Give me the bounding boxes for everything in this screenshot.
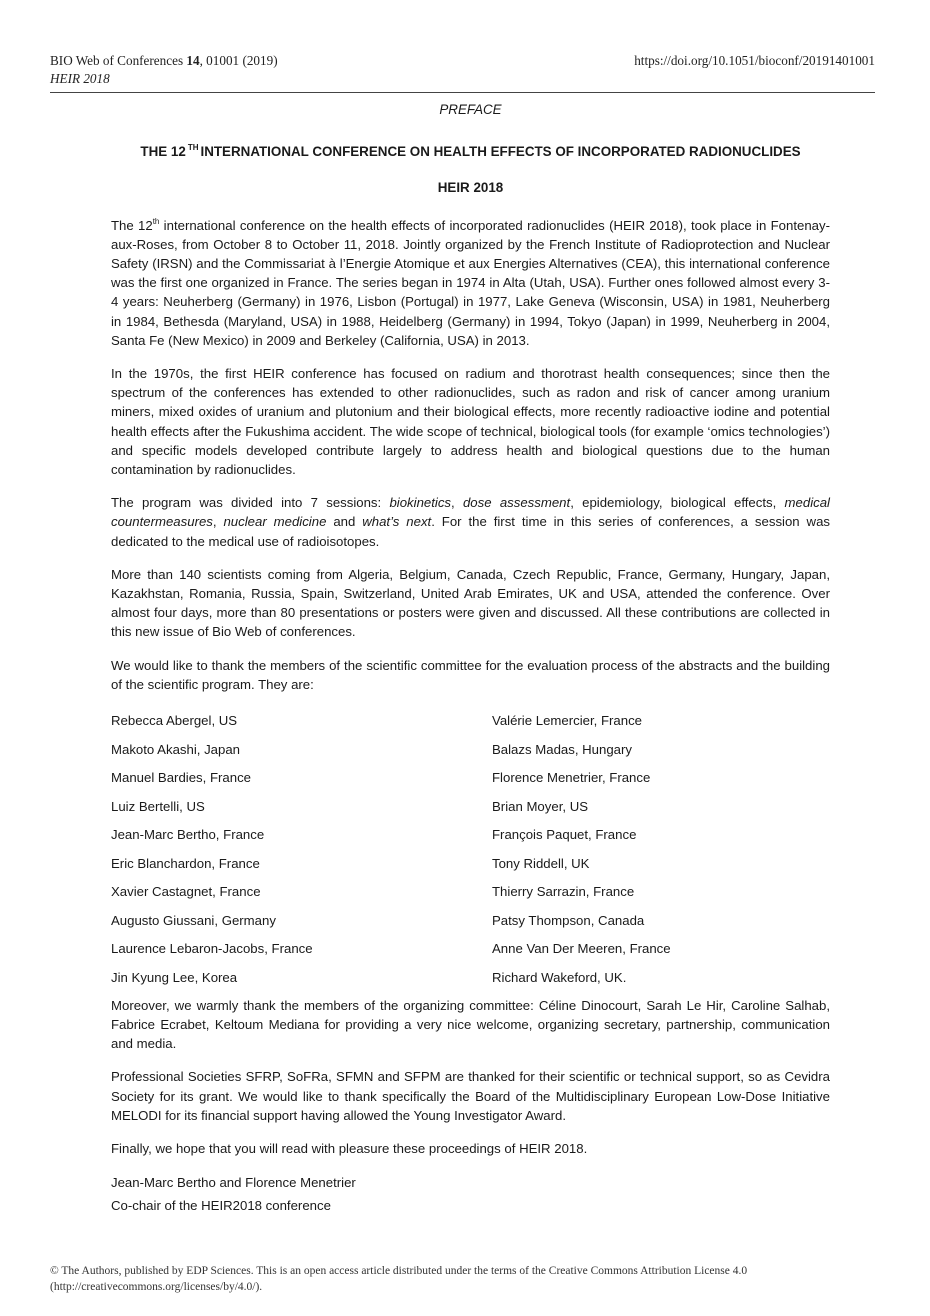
committee-member: Brian Moyer, US [492, 798, 589, 814]
scientific-committee-list [111, 711, 830, 987]
signature-block [111, 1173, 830, 1215]
event-name: HEIR 2018 [50, 71, 110, 86]
committee-member: Patsy Thompson, Canada [492, 912, 645, 928]
committee-member: Rebecca Abergel, US [111, 713, 238, 729]
history-paragraph: In the 1970s, the first HEIR conference has focused on radium and thorotrast health consequences; since then the spectrum of the conferences has extended to other radionuclides, such as radon and risk of cancer among uranium miners, mixed oxides of uranium and plutonium and their biological effects, more recently radioactive iodine and potential health effects after the Fukushima accident. The wide scope of technical, biological tools (for example ‘omics technologies’) and specific models developed contribute largely to address health and biological questions due to the human contamination by radionuclides. [111, 366, 830, 478]
journal-citation [50, 52, 278, 88]
program-conjunction: and [326, 514, 363, 530]
program-text-middle: , epidemiology, biological effects, [570, 495, 785, 511]
title-prefix: THE 12 [140, 144, 186, 160]
article-body [111, 97, 830, 1216]
committee-intro-paragraph: We would like to thank the members of the scientific committee for the evaluation process of the abstracts and the building of the scientific program. They are: [111, 657, 830, 692]
committee-member: Jean-Marc Bertho, France [111, 827, 265, 843]
committee-member: Laurence Lebaron-Jacobs, France [111, 941, 313, 957]
signatory-names: Jean-Marc Bertho and Florence Menetrier [111, 1175, 356, 1191]
section-label: PREFACE [439, 102, 502, 117]
intro-start: The 12 [111, 217, 153, 233]
doi-link[interactable]: https://doi.org/10.1051/bioconf/20191401001 [634, 53, 875, 68]
committee-member: Florence Menetrier, France [492, 770, 651, 786]
ordinal-superscript: th [152, 216, 160, 226]
intro-rest: international conference on the health effects of incorporated radionuclides (HEIR 2018), took place in Fontenay-aux-Roses, from October 8 to October 11, 2018. Jointly organized by the French Institute of Radioprotection and Nuclear Safety (IRSN) and the Commissariat à l’Energie Atomique et aux Energies Alternatives (CEA), this international conference was the first one organized in France. The series began in 1974 in Alta (Utah, USA). Further ones followed almost every 3-4 years: Neuherberg (Germany) in 1976, Lisbon (Portugal) in 1977, Lake Geneva (Wisconsin, USA) in 1981, Neuherberg in 1984, Bethesda (Maryland, USA) in 1988, Heidelberg (Germany) in 1994, Tokyo (Japan) in 1999, Neuherberg in 2004, Santa Fe (New Mexico) in 2009 and Berkeley (California, USA) in 2013. [111, 217, 830, 348]
license-url[interactable]: (http://creativecommons.org/licenses/by/4.0/). [50, 1281, 263, 1293]
session-medical-countermeasures: medical countermeasures [111, 495, 830, 530]
page-title [111, 138, 830, 161]
program-separator: , [212, 514, 224, 530]
committee-member: Tony Riddell, UK [492, 855, 590, 871]
committee-member: Richard Wakeford, UK. [492, 969, 627, 985]
committee-member: Eric Blanchardon, France [111, 855, 260, 871]
title-superscript: TH [187, 143, 199, 153]
participants-paragraph: More than 140 scientists coming from Algeria, Belgium, Canada, Czech Republic, France, Germany, Hungary, Japan, Kazakhstan, Romania, Russia, Spain, Switzerland, United Arab Emirates, UK and USA, attended the conference. Over almost four days, more than 80 presentations or posters were given and discussed. All these contributions are collected in this new issue of Bio Web of conferences. [111, 566, 830, 640]
session-biokinetics: biokinetics [389, 495, 452, 511]
intro-paragraph [111, 216, 830, 350]
journal-volume: 14 [186, 53, 200, 68]
page-header [50, 52, 875, 93]
committee-member: Xavier Castagnet, France [111, 884, 261, 900]
organizing-committee-paragraph: Moreover, we warmly thank the members of the organizing committee: Céline Dinocourt, Sarah Le Hir, Caroline Salhab, Fabrice Ecrabet, Keltoum Mediana for providing a very nice welcome, organizing secretary, partnership, communication and media. [111, 997, 830, 1052]
committee-member: Thierry Sarrazin, France [492, 884, 635, 900]
program-separator: , [451, 495, 463, 511]
sponsors-paragraph: Professional Societies SFRP, SoFRa, SFMN and SFPM are thanked for their scientific or technical support, so as Cevidra Society for its grant. We would like to thank specifically the Board of the Multidisciplinary European Low-Dose Initiative MELODI for its financial support having allowed the Young Investigator Award. [111, 1069, 830, 1123]
journal-name: BIO Web of Conferences [50, 53, 187, 68]
committee-member: Balazs Madas, Hungary [492, 741, 633, 757]
license-footer [50, 1263, 874, 1295]
committee-member: Jin Kyung Lee, Korea [111, 969, 238, 985]
committee-member: Augusto Giussani, Germany [111, 912, 276, 928]
committee-member: Manuel Bardies, France [111, 770, 252, 786]
closing-paragraph: Finally, we hope that you will read with pleasure these proceedings of HEIR 2018. [111, 1141, 588, 1156]
committee-member: Luiz Bertelli, US [111, 798, 205, 814]
committee-member: François Paquet, France [492, 827, 637, 843]
program-text-end: . For the first time in this series of conferences, a session was dedicated to the medical use of radioisotopes. [111, 514, 830, 549]
committee-member: Valérie Lemercier, France [492, 713, 643, 729]
committee-member: Makoto Akashi, Japan [111, 741, 241, 757]
program-paragraph [111, 493, 830, 551]
signatory-role: Co-chair of the HEIR2018 conference [111, 1198, 331, 1214]
session-nuclear-medicine: nuclear medicine [223, 514, 327, 530]
title-main: INTERNATIONAL CONFERENCE ON HEALTH EFFECTS OF INCORPORATED RADIONUCLIDES [200, 144, 801, 160]
page-subtitle: HEIR 2018 [437, 180, 504, 196]
session-whats-next: what’s next [362, 514, 432, 530]
article-number: , 01001 (2019) [199, 53, 278, 68]
session-dose-assessment: dose assessment [462, 495, 571, 511]
program-text-start: The program was divided into 7 sessions: [111, 495, 390, 511]
license-text: © The Authors, published by EDP Sciences. This is an open access article distributed under the terms of the Creative Commons Attribution License 4.0 [50, 1265, 748, 1277]
committee-member: Anne Van Der Meeren, France [492, 941, 671, 957]
